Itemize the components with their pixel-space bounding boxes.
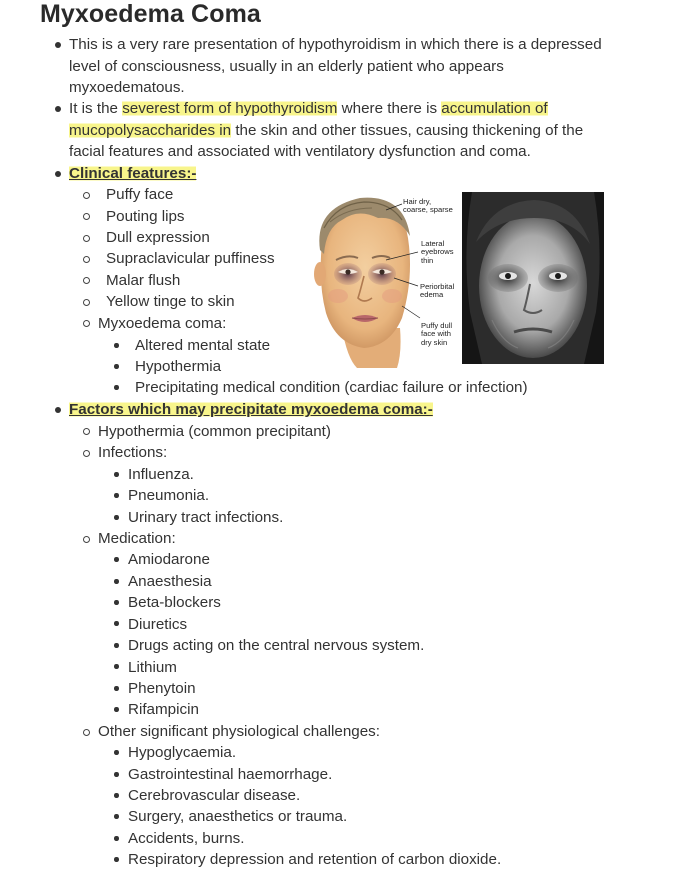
bullet-circle [83,256,90,263]
coma-item: Altered mental state [135,337,271,354]
infections-label: Infections: [98,444,168,461]
bullet-small [114,364,119,369]
severe-line-1 [69,98,548,119]
bullet-small [114,814,119,819]
infection-item: Influenza. [128,466,194,483]
medication-item: Beta-blockers [128,594,221,611]
clinical-item: Yellow tinge to skin [106,293,235,310]
severe-post: the skin and other tissues, causing thickening of the [231,122,584,139]
intro-line-3: myxoedematous. [69,79,185,96]
bullet-small [114,772,119,777]
severe-mid: where there is [337,100,442,117]
bullet-disc [55,171,61,177]
bullet-disc [55,106,61,112]
bullet-circle [83,450,90,457]
infection-item: Pneumonia. [128,487,210,504]
severe-line-2 [69,120,583,141]
severe-pre: It is the [69,100,123,117]
bullet-small [114,686,119,691]
other-item: Hypoglycaemia. [128,744,237,761]
intro-line-2: level of consciousness, usually in an elderly patient who appears [69,58,504,75]
bullet-circle [83,213,90,220]
label-hair: Hair dry, coarse, sparse [403,197,453,215]
bullet-circle [83,192,90,199]
bullet-circle [83,277,90,284]
infection-item: Urinary tract infections. [128,509,284,526]
other-item: Accidents, burns. [128,830,245,847]
bullet-small [114,643,119,648]
medication-item: Rifampicin [128,701,199,718]
other-item: Cerebrovascular disease. [128,787,301,804]
highlight-accumulation: accumulation of [441,100,548,117]
bullet-small [114,600,119,605]
bullet-small [114,493,119,498]
bullet-small [114,343,119,348]
highlight-mucopolysaccharides: mucopolysaccharides in [69,122,232,139]
label-periorbital: Periorbital edema [420,282,455,300]
clinical-item: Pouting lips [106,208,185,225]
coma-label: Myxoedema coma: [98,315,227,332]
bullet-small [114,472,119,477]
bullet-small [114,557,119,562]
coma-item: Hypothermia [135,358,222,375]
factor-hypothermia: Hypothermia (common precipitant) [98,423,331,440]
label-eyebrows: Lateral eyebrows thin [421,239,454,265]
medication-label: Medication: [98,530,176,547]
other-item: Surgery, anaesthetics or trauma. [128,808,348,825]
medication-item: Amiodarone [128,551,210,568]
photo-patient-face [462,192,604,364]
other-label: Other significant physiological challenges: [98,723,380,740]
other-item: Respiratory depression and retention of carbon dioxide. [128,851,502,868]
medication-item: Drugs acting on the central nervous system. [128,637,425,654]
bullet-small [114,836,119,841]
bullet-disc [55,42,61,48]
bullet-small [114,793,119,798]
bullet-small [114,664,119,669]
bullet-small [114,621,119,626]
bullet-small [114,707,119,712]
bullet-circle [83,299,90,306]
bullet-small [114,750,119,755]
clinical-heading: Clinical features:- [69,165,197,182]
bullet-small [114,579,119,584]
bullet-small [114,385,119,390]
factors-heading: Factors which may precipitate myxoedema coma:- [69,401,433,418]
bullet-circle [83,729,90,736]
medication-item: Anaesthesia [128,573,212,590]
clinical-item: Supraclavicular puffiness [106,250,275,267]
bullet-circle [83,428,90,435]
clinical-item: Dull expression [106,229,210,246]
medication-item: Phenytoin [128,680,196,697]
bullet-circle [83,320,90,327]
page-title: Myxoedema Coma [40,0,261,28]
clinical-item: Malar flush [106,272,181,289]
medication-item: Lithium [128,659,177,676]
intro-line-1: This is a very rare presentation of hypothyroidism in which there is a depressed [69,36,602,53]
other-item: Gastrointestinal haemorrhage. [128,766,333,783]
bullet-circle [83,536,90,543]
bullet-small [114,857,119,862]
coma-item: Precipitating medical condition (cardiac failure or infection) [135,379,528,396]
bullet-small [114,515,119,520]
medication-item: Diuretics [128,616,188,633]
highlight-severest: severest form of hypothyroidism [122,100,338,117]
bullet-circle [83,235,90,242]
bullet-disc [55,407,61,413]
severe-line-3: facial features and associated with ventilatory dysfunction and coma. [69,143,531,160]
clinical-item: Puffy face [106,186,174,203]
label-puffy-face: Puffy dull face with dry skin [421,321,453,347]
